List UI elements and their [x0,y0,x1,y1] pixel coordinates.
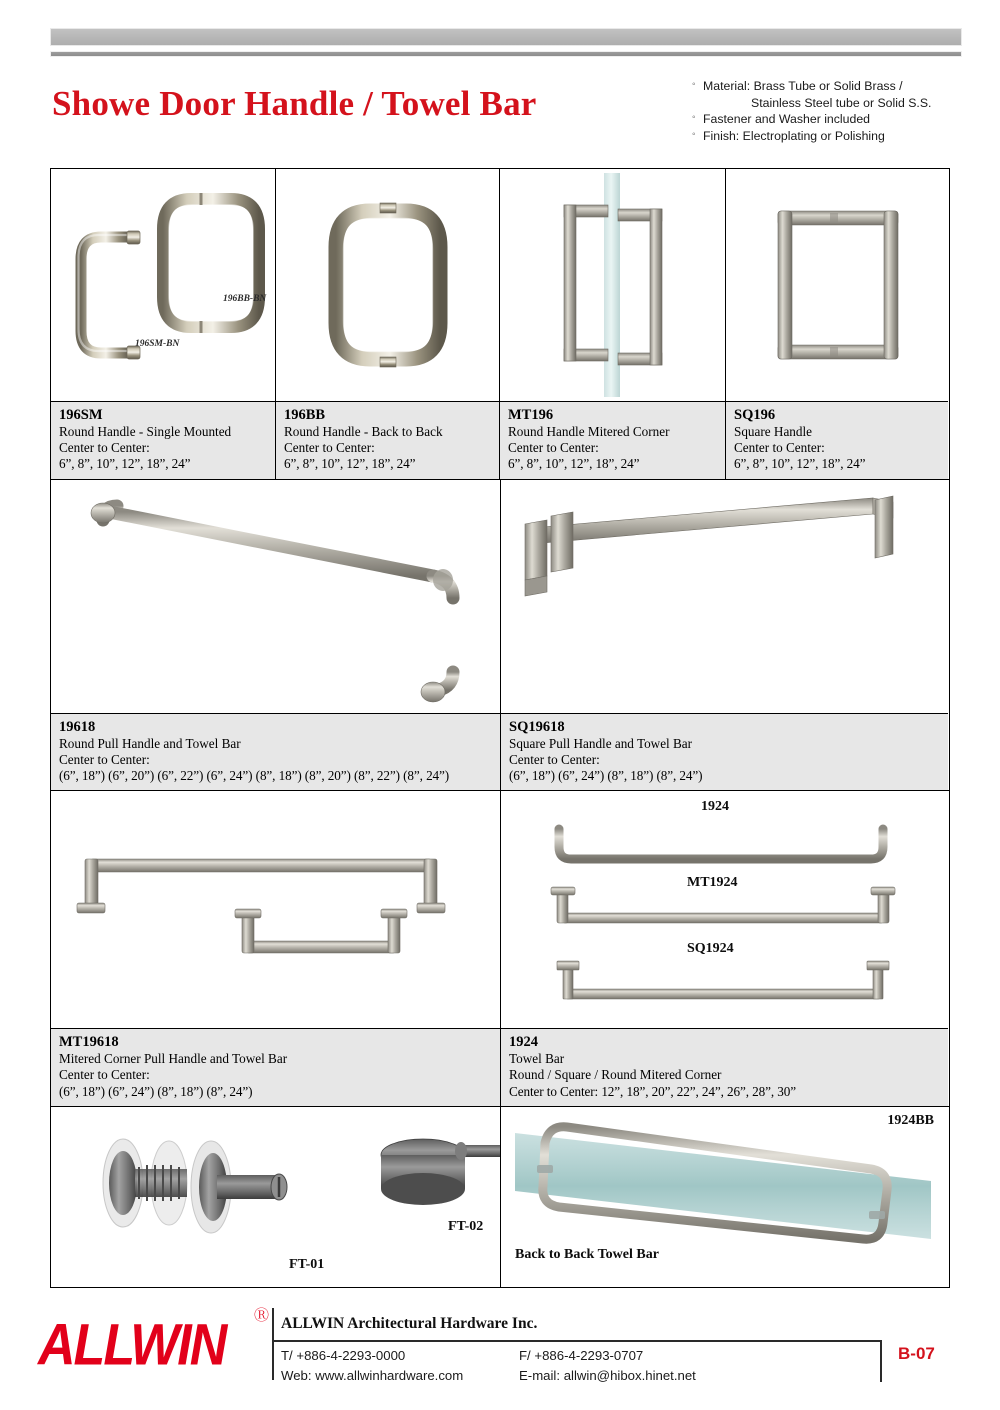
product-c2c-label: Center to Center: [59,751,150,767]
product-image-19618 [51,480,500,713]
product-caption-196sm [51,401,275,479]
product-sizes: 6”, 8”, 10”, 12”, 18”, 24” [59,456,191,472]
product-sizes: (6”, 18”) (6”, 24”) (8”, 18”) (8”, 24”) [509,768,703,784]
product-image-fasteners [51,1107,500,1287]
product-caption-mt19618 [51,1028,500,1106]
image-label-1924bb: 1924BB [887,1112,934,1128]
footer-divider-horizontal [272,1340,882,1342]
top-decorative-bars [50,28,962,57]
product-desc: Round Pull Handle and Towel Bar [59,735,241,751]
product-cell-mt19618 [51,791,500,1106]
spec-text-fastener: Fastener and Washer included [703,112,871,126]
product-caption-sq19618 [501,713,948,791]
product-c2c-label: Center to Center: [509,751,600,767]
product-image-sq196 [726,169,948,401]
footer-divider-vertical [272,1308,274,1380]
spec-text-finish: Finish: Electroplating or Polishing [703,128,885,143]
product-desc: Towel Bar [509,1051,565,1067]
product-image-sq19618 [501,480,948,713]
product-image-1924 [501,791,948,1028]
company-name: ALLWIN Architectural Hardware Inc. [281,1315,538,1332]
allwin-logo: ALLWIN [38,1313,226,1379]
contact-email[interactable]: E-mail: allwin@hibox.hinet.net [519,1368,696,1383]
table-row-3 [51,790,949,1106]
product-cell-sq196 [725,169,948,479]
product-cell-1924 [500,791,948,1106]
handle-196bb-illustration [276,169,499,401]
product-sizes: 6”, 8”, 10”, 12”, 18”, 24” [508,456,640,472]
product-caption-sq196 [726,401,948,479]
product-caption-1924 [501,1028,948,1106]
bullet-icon: ◦ [692,128,696,140]
spec-item-fastener [690,111,975,128]
product-caption-19618 [51,713,500,791]
product-c2c-label: Center to Center: 12”, 18”, 20”, 22”, 24”, 26”, 28”, 30” [509,1083,796,1099]
bullet-icon: ◦ [692,79,696,90]
product-code: MT196 [508,407,554,423]
image-caption-back-to-back: Back to Back Towel Bar [515,1246,659,1262]
product-code: 196SM [59,407,103,423]
spec-text-material: Material: Brass Tube or Solid Brass / [703,79,903,93]
product-image-196bb [276,169,499,401]
towel-bar-variants-illustration [501,791,948,1028]
image-label-1924: 1924 [701,799,729,815]
product-desc-2: Round / Square / Round Mitered Corner [509,1067,722,1083]
product-desc: Mitered Corner Pull Handle and Towel Bar [59,1051,288,1067]
handle-sq196-illustration [726,169,948,401]
product-table [50,168,950,1288]
spec-list [690,78,975,144]
page-number: B-07 [898,1344,935,1363]
product-c2c-label: Center to Center: [59,1067,150,1083]
image-label-ft-01: FT-01 [289,1256,325,1272]
square-pull-handle-towel-bar-sq19618-illustration [501,480,948,713]
product-desc: Round Handle - Single Mounted [59,424,232,439]
product-c2c-label: Center to Center: [508,440,599,456]
spec-item-finish [690,128,975,145]
product-cell-fasteners [51,1107,500,1287]
contact-web[interactable]: Web: www.allwinhardware.com [281,1368,464,1383]
registered-trademark-icon: Ⓡ [254,1308,270,1324]
image-label-196sm-bn: 196SM-BN [135,339,180,349]
image-label-mt1924: MT1924 [687,875,738,891]
page-title: Showe Door Handle / Towel Bar [52,84,537,123]
image-label-ft-02: FT-02 [448,1218,484,1234]
product-cell-sq19618 [500,480,948,791]
image-label-sq1924: SQ1924 [687,941,734,957]
fastener-illustration [51,1107,500,1287]
product-c2c-label: Center to Center: [284,440,375,456]
handle-196sm-illustration [51,169,275,401]
product-cell-mt196 [499,169,725,479]
product-code: 19618 [59,718,96,735]
product-image-mt196 [500,169,725,401]
product-c2c-label: Center to Center: [734,440,825,456]
product-sizes: 6”, 8”, 10”, 12”, 18”, 24” [734,456,866,472]
product-code: 1924 [509,1034,538,1051]
table-row-4 [51,1106,949,1287]
product-code: SQ19618 [509,718,565,735]
bullet-icon: ◦ [692,112,696,123]
product-sizes: (6”, 18”) (6”, 24”) (8”, 18”) (8”, 24”) [59,1083,253,1099]
footer-divider-pageno [880,1342,882,1382]
product-code: MT19618 [59,1034,119,1051]
product-image-196sm [51,169,275,401]
contact-tel: T/ +886-4-2293-0000 [281,1348,406,1363]
product-sizes: (6”, 18”) (6”, 20”) (6”, 22”) (6”, 24”) (8”, 18”) (8”, 20”) (8”, 22”) (8”, 24”) [59,768,450,784]
spec-text-material-cont: Stainless Steel tube or Solid S.S. [751,95,932,110]
top-bar-thin [50,51,962,57]
product-cell-196sm [51,169,275,479]
product-desc: Square Handle [734,424,812,439]
table-row-1 [51,169,949,479]
image-label-196bb-bn: 196BB-BN [223,294,267,304]
product-cell-1924bb [500,1107,948,1287]
spec-item-material [690,78,975,111]
pull-handle-towel-bar-19618-illustration [51,480,500,713]
product-cell-196bb [275,169,499,479]
product-image-1924bb [501,1107,948,1287]
handle-mt196-illustration [500,169,725,401]
product-cell-19618 [51,480,500,791]
top-bar-thick [50,28,962,46]
product-c2c-label: Center to Center: [59,440,150,456]
contact-fax: F/ +886-4-2293-0707 [519,1348,644,1363]
product-caption-196bb [276,401,499,479]
product-image-mt19618 [51,791,500,1028]
table-row-2 [51,479,949,791]
product-desc: Round Handle - Back to Back [284,424,443,439]
product-caption-mt196 [500,401,725,479]
product-desc: Round Handle Mitered Corner [508,424,670,439]
product-code: 196BB [284,407,326,423]
product-desc: Square Pull Handle and Towel Bar [509,735,693,751]
page-footer [0,1296,1000,1410]
product-sizes: 6”, 8”, 10”, 12”, 18”, 24” [284,456,416,472]
mitered-pull-handle-towel-bar-illustration [51,791,500,1028]
product-code: SQ196 [734,407,776,423]
